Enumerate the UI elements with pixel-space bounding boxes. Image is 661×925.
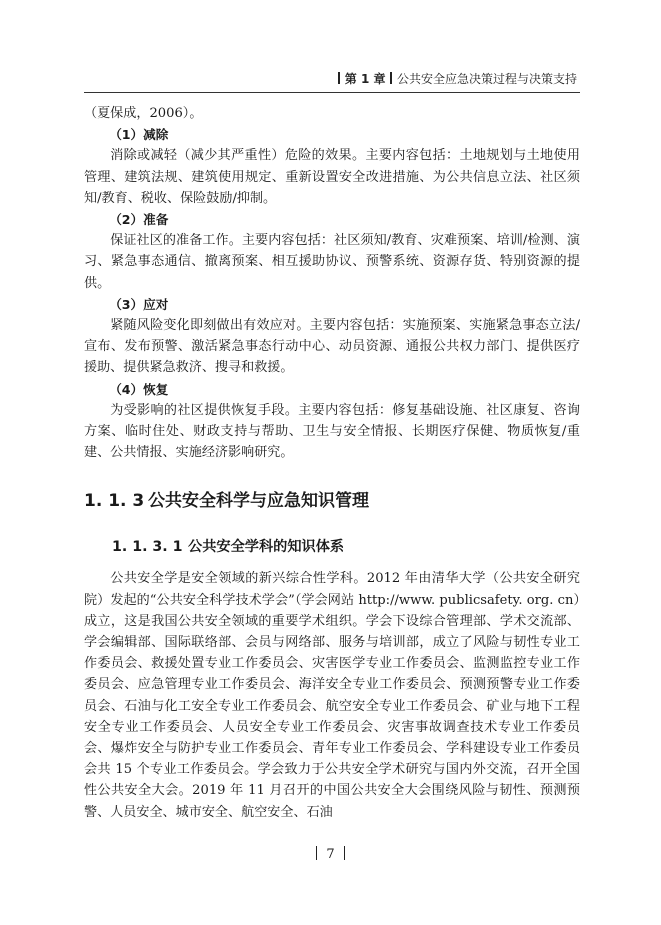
subsection-number: 1. 1. 3. 1: [112, 539, 183, 556]
phase-body-preparedness: 保证社区的准备工作。主要内容包括：社区须知/教育、灾难预案、培训/检测、演习、紧急事态通信、撤离预案、相互援助协议、预警系统、资源存货、特别资源的提供。: [84, 233, 580, 291]
running-head: [333, 70, 577, 87]
header-rule: [84, 92, 580, 93]
intro-citation: （夏保成，2006）。: [84, 106, 203, 121]
subsection-heading: [112, 536, 580, 558]
phase-heading-preparedness: （2）准备: [109, 212, 169, 228]
phase-body-recovery: 为受影响的社区提供恢复手段。主要内容包括：修复基础设施、社区康复、咨询方案、临时住处、财政支持与帮助、卫生与安全情报、长期医疗保健、物质恢复/重建、公共情报、实施经济影响研究。: [84, 402, 580, 461]
phase-heading-mitigation: （1）减除: [109, 127, 169, 143]
running-head-chapter: 第 1 章: [344, 72, 386, 86]
page-body: [84, 103, 580, 823]
subsection-title: 公共安全学科的知识体系: [188, 539, 345, 556]
running-head-title: 公共安全应急决策过程与决策支持: [396, 72, 577, 86]
running-head-bar: [390, 72, 392, 84]
section-title: 公共安全科学与应急知识管理: [148, 491, 369, 512]
running-head-bar: [338, 72, 340, 84]
page-footer: [0, 846, 661, 862]
phase-body-mitigation: 消除或减轻（减少其严重性）危险的效果。主要内容包括：土地规划与土地使用管理、建筑法规、建筑使用规定、重新设置安全改进措施、为公共信息立法、社区须知/教育、税收、保险鼓励/抑制。: [84, 148, 580, 206]
folio-bar-right: [344, 846, 346, 860]
section-number: 1. 1. 3: [84, 491, 145, 512]
folio-bar-left: [316, 846, 318, 860]
phase-heading-recovery: （4）恢复: [109, 381, 169, 397]
phase-body-response: 紧随风险变化即刻做出有效应对。主要内容包括：实施预案、实施紧急事态立法/宣布、发布预警、激活紧急事态行动中心、动员资源、通报公共权力部门、提供医疗援助、提供紧急救济、搜寻和救援。: [84, 318, 580, 376]
section-heading: [84, 488, 580, 514]
body-paragraph: 公共安全学是安全领域的新兴综合性学科。2012 年由清华大学（公共安全研究院）发起的“公共安全科学技术学会”（学会网站 http://www. publicsafety. org. cn）成立，这是我国公共安全领域的重要学术组织。学会下设综合管理部、学术交流部、学会编辑部、国际联络部、会员与网络部、服务与培训部，成立了风险与韧性专业工作委员会、救援处置专业工作委员会、灾害医学专业工作委员会、监测监控专业工作委员会、应急管理专业工作委员会、海洋安全专业工作委员会、预测预警专业工作委员会、石油与化工安全专业工作委员会、航空安全专业工作委员会、矿业与地下工程安全专业工作委员会、人员安全专业工作委员会、灾害事故调查技术专业工作委员会、爆炸安全与防护专业工作委员会、青年专业工作委员会、学科建设专业工作委员会共 15 个专业工作委员会。学会致力于公共安全学术研究与国内外交流，召开全国性公共安全大会。2019 年 11 月召开的中国公共安全大会围绕风险与韧性、预测预警、人员安全、城市安全、航空安全、石油: [84, 571, 580, 820]
page-number: 7: [326, 847, 335, 862]
phase-heading-response: （3）应对: [109, 296, 169, 312]
